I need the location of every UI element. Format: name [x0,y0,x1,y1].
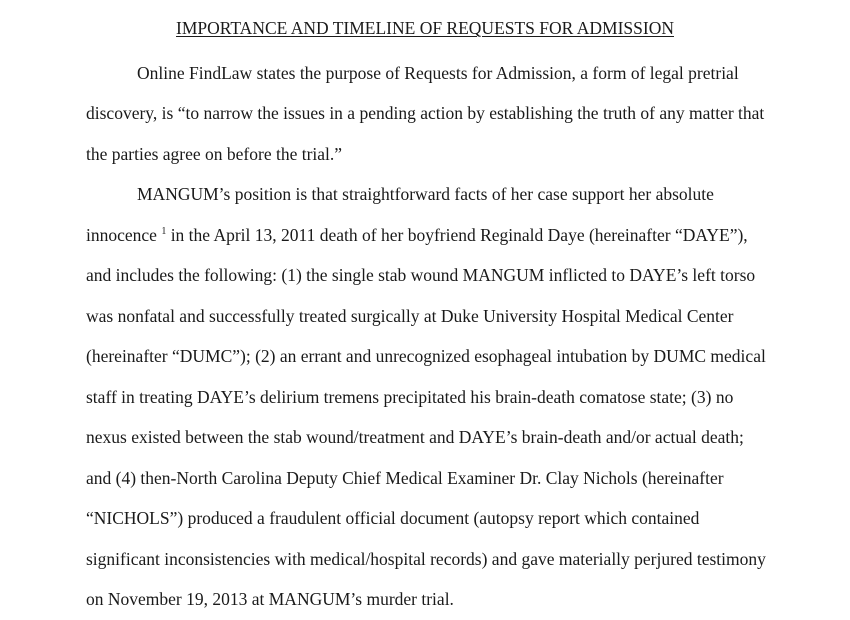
paragraph-2-line-8: and (4) then-North Carolina Deputy Chief Medical Examiner Dr. Clay Nichols (hereinafter [86,468,724,488]
paragraph-2-line-2-rest: in the April 13, 2011 death of her boyfriend Reginald Daye (hereinafter “DAYE”), [170,225,748,245]
footnote-marker[interactable]: 1 [161,226,167,237]
paragraph-2-line-6: staff in treating DAYE’s delirium tremens precipitated his brain-death comatose state; (3) no [86,387,734,407]
paragraph-2-line-7: nexus existed between the stab wound/treatment and DAYE’s brain-death and/or actual death; [86,427,744,447]
paragraph-1-line-2: discovery, is “to narrow the issues in a pending action by establishing the truth of any matter that [86,103,765,123]
paragraph-1-line-3: the parties agree on before the trial.” [86,144,343,164]
paragraph-2-line-10: significant inconsistencies with medical/hospital records) and gave materially perjured testimony [86,549,766,569]
paragraph-2-line-11: on November 19, 2013 at MANGUM’s murder trial. [86,589,454,609]
paragraph-2-line-4: was nonfatal and successfully treated surgically at Duke University Hospital Medical Center [86,306,734,326]
paragraph-2-line-2 [86,224,748,246]
paragraph-1-line-1: Online FindLaw states the purpose of Requests for Admission, a form of legal pretrial [137,63,739,83]
section-title-text: IMPORTANCE AND TIMELINE OF REQUESTS FOR ADMISSION [176,18,674,38]
paragraph-2-line-5: (hereinafter “DUMC”); (2) an errant and unrecognized esophageal intubation by DUMC medical [86,346,766,366]
innocence-word: innocence [86,225,157,245]
section-title [0,17,850,39]
paragraph-2-line-1: MANGUM’s position is that straightforward facts of her case support her absolute [137,184,714,204]
paragraph-2-line-9: “NICHOLS”) produced a fraudulent official document (autopsy report which contained [86,508,700,528]
paragraph-2-line-3: and includes the following: (1) the single stab wound MANGUM inflicted to DAYE’s left torso [86,265,756,285]
